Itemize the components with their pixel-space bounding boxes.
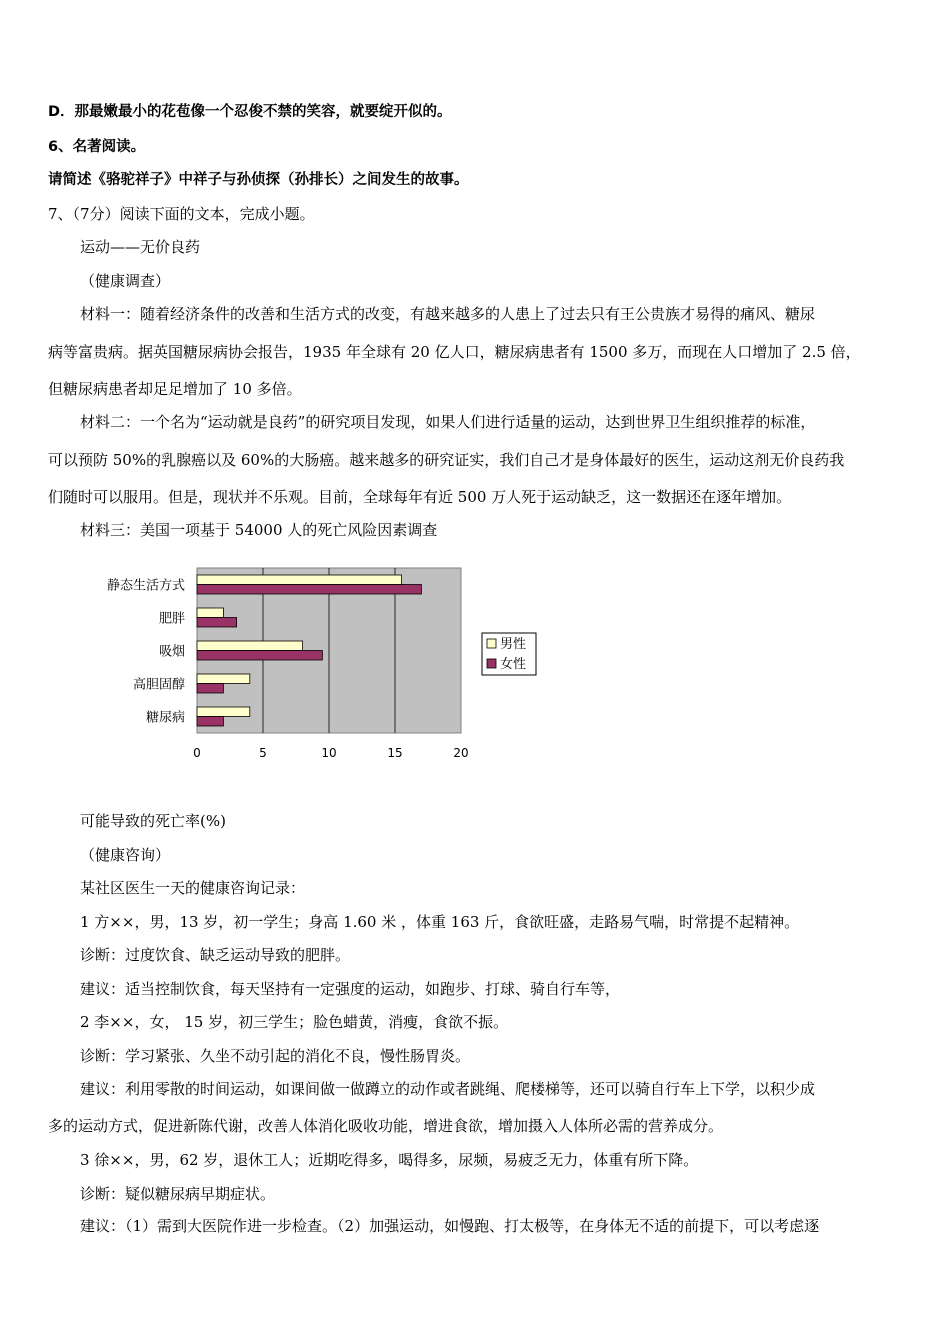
section-health-consult: （健康咨询） <box>80 846 171 864</box>
legend-swatch-female <box>487 659 496 668</box>
bar-male <box>197 641 303 651</box>
legend-label-male: 男性 <box>500 637 527 652</box>
x-tick-label: 20 <box>453 746 469 760</box>
chart-caption: 可能导致的死亡率(%) <box>80 812 226 830</box>
case-1-advice: 建议：适当控制饮食，每天坚持有一定强度的运动，如跑步、打球、骑自行车等， <box>80 980 621 998</box>
bar-male <box>197 575 402 585</box>
category-label: 肥胖 <box>158 611 185 627</box>
legend <box>482 633 536 675</box>
question-6-prompt: 请简述《骆驼祥子》中祥子与孙侦探（孙排长）之间发生的故事。 <box>48 172 469 188</box>
x-tick-label: 5 <box>259 746 267 760</box>
category-label: 糖尿病 <box>145 710 185 726</box>
section-health-survey: （健康调查） <box>80 272 171 290</box>
case-1-diagnosis: 诊断：过度饮食、缺乏运动导致的肥胖。 <box>80 946 351 964</box>
question-6-title: 6、名著阅读。 <box>48 139 146 155</box>
option-d: D．那最嫩最小的花苞像一个忍俊不禁的笑容，就要绽开似的。 <box>48 104 452 120</box>
x-tick-label: 10 <box>321 746 337 760</box>
bar-male <box>197 608 223 618</box>
material-1-line-3: 但糖尿病患者却足足增加了 10 多倍。 <box>48 380 302 398</box>
case-3-diagnosis: 诊断：疑似糖尿病早期症状。 <box>80 1185 276 1203</box>
bar-male <box>197 707 250 717</box>
mortality-risk-chart <box>90 560 550 775</box>
material-3-title: 材料三：美国一项基于 54000 人的死亡风险因素调查 <box>80 521 438 539</box>
x-tick-label: 15 <box>387 746 403 760</box>
category-label: 吸烟 <box>158 644 185 660</box>
case-2-diagnosis: 诊断：学习紧张、久坐不动引起的消化不良，慢性肠胃炎。 <box>80 1047 471 1065</box>
material-2-line-2: 可以预防 50%的乳腺癌以及 60%的大肠癌。越来越多的研究证实，我们自己才是身体最好的医生，运动这剂无价良药我 <box>48 451 845 469</box>
legend-label-female: 女性 <box>500 657 527 672</box>
material-1-line-1: 材料一：随着经济条件的改善和生活方式的改变，有越来越多的人患上了过去只有王公贵族才易得的痛风、糖尿 <box>80 305 816 323</box>
case-2-advice-line-2: 多的运动方式，促进新陈代谢，改善人体消化吸收功能，增进食欲，增加摄入人体所必需的营养成分。 <box>48 1117 724 1135</box>
legend-swatch-male <box>487 639 496 648</box>
material-2-line-3: 们随时可以服用。但是，现状并不乐观。目前，全球每年有近 500 万人死于运动缺乏，这一数据还在逐年增加。 <box>48 488 792 506</box>
bar-female <box>197 585 421 595</box>
case-2-advice-line-1: 建议：利用零散的时间运动，如课间做一做蹲立的动作或者跳绳、爬楼梯等，还可以骑自行车上下学，以积少成 <box>80 1080 816 1098</box>
question-7-title: 7、（7分）阅读下面的文本，完成小题。 <box>48 205 315 223</box>
x-tick-label: 0 <box>193 746 201 760</box>
article-title: 运动——无价良药 <box>80 238 201 256</box>
category-label: 高胆固醇 <box>132 677 185 693</box>
consult-intro: 某社区医生一天的健康咨询记录： <box>80 879 306 897</box>
case-3-info: 3 徐××，男，62 岁，退休工人；近期吃得多，喝得多，尿频，易疲乏无力，体重有所下降。 <box>80 1151 699 1169</box>
bar-female <box>197 684 223 694</box>
category-label: 静态生活方式 <box>106 578 185 594</box>
material-1-line-2: 病等富贵病。据英国糖尿病协会报告，1935 年全球有 20 亿人口，糖尿病患者有 1500 多万，而现在人口增加了 2.5 倍， <box>48 343 861 361</box>
bar-female <box>197 651 322 661</box>
material-2-line-1: 材料二：一个名为“运动就是良药”的研究项目发现，如果人们进行适量的运动，达到世界卫生组织推荐的标准， <box>80 413 816 431</box>
bar-male <box>197 674 250 684</box>
bar-female <box>197 717 223 727</box>
case-2-info: 2 李××，女， 15 岁，初三学生；脸色蜡黄，消瘦，食欲不振。 <box>80 1013 509 1031</box>
case-1-info: 1 方××，男，13 岁，初一学生；身高 1.60 米 ，体重 163 斤，食欲旺盛，走路易气喘，时常提不起精神。 <box>80 913 800 931</box>
bar-female <box>197 618 237 628</box>
case-3-advice: 建议：（1）需到大医院作进一步检查。（2）加强运动，如慢跑、打太极等，在身体无不适的前提下，可以考虑逐 <box>80 1217 820 1235</box>
